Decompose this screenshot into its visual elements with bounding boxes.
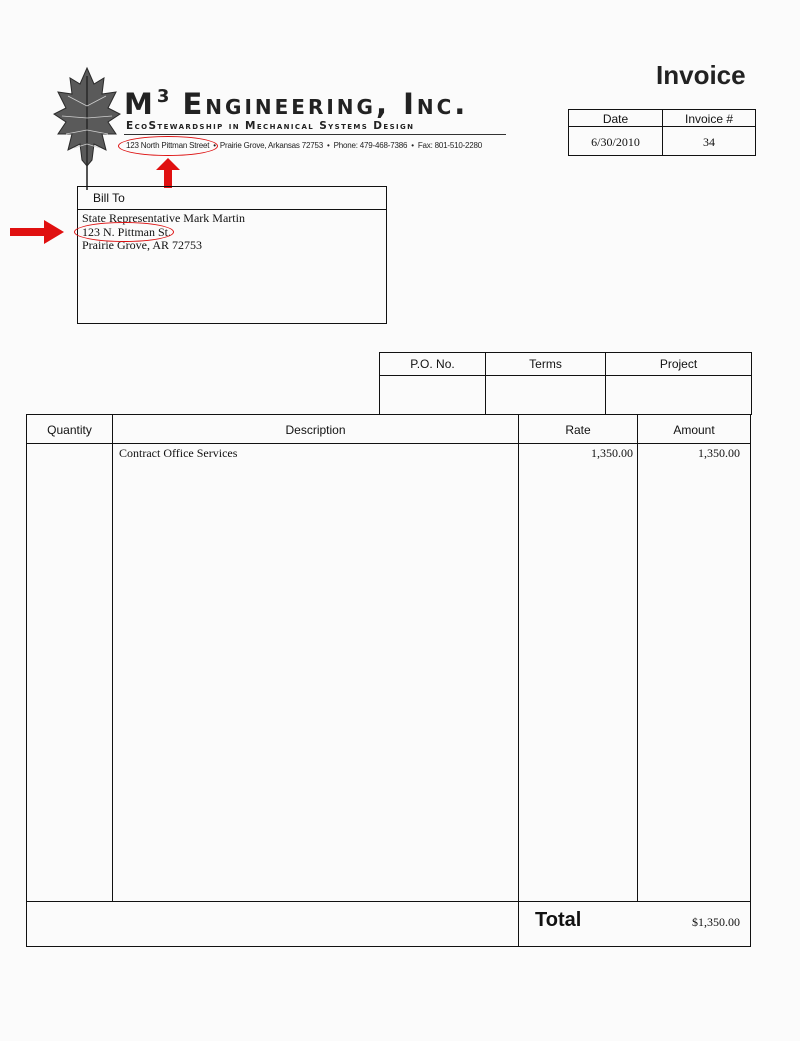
row-rate: 1,350.00	[591, 446, 633, 460]
amount-header: Amount	[673, 423, 715, 437]
total-label: Total	[535, 909, 582, 931]
row-amount: 1,350.00	[698, 446, 740, 460]
order-info-header-rule	[380, 375, 751, 376]
invoice-meta-table	[568, 109, 756, 156]
order-info-table	[379, 352, 752, 415]
company-name: $M^3$ Engineering, Inc.	[124, 86, 469, 121]
date-label: Date	[602, 112, 629, 126]
line-items-header-rule	[27, 443, 750, 444]
rate-header: Rate	[565, 423, 591, 437]
address-highlight-oval	[74, 222, 174, 242]
bill-to-header-rule	[78, 209, 386, 210]
street-highlight-oval	[118, 136, 218, 156]
company-fax: Fax: 801-510-2280	[417, 141, 483, 150]
invoice-number-label: Invoice #	[684, 112, 734, 126]
company-tagline: EcoStewardship in Mechanical Systems Design	[126, 120, 415, 132]
company-phone: Phone: 479-468-7386	[333, 141, 408, 150]
po-number-label: P.O. No.	[410, 357, 455, 371]
bill-to-box	[77, 186, 387, 324]
letterhead-rule	[124, 134, 506, 135]
leaf-logo	[52, 66, 122, 192]
company-contact-line: 123 North Pittman Street • Prairie Grove, Arkansas 72753 • Phone: 479-468-7386 • Fax: 801-510-2280	[126, 141, 483, 150]
column-divider	[637, 415, 638, 901]
bill-to-line: Prairie Grove, AR 72753	[82, 238, 202, 252]
description-header: Description	[285, 423, 346, 437]
date-value: 6/30/2010	[591, 135, 640, 149]
line-items-table	[26, 414, 751, 947]
invoice-number-value: 34	[703, 135, 715, 149]
bill-to-label: Bill To	[93, 191, 125, 205]
arrow-up-icon	[156, 158, 180, 188]
arrow-right-icon	[10, 220, 64, 244]
bill-to-line: State Representative Mark Martin	[82, 211, 245, 225]
quantity-header: Quantity	[47, 423, 92, 437]
column-divider	[518, 415, 519, 946]
line-items-footer-rule	[27, 901, 750, 902]
project-label: Project	[659, 357, 698, 371]
column-divider	[112, 415, 113, 901]
terms-label: Terms	[529, 357, 562, 371]
invoice-title: Invoice	[656, 60, 746, 90]
bill-to-line: 123 N. Pittman St.	[82, 224, 172, 239]
company-street: 123 North Pittman Street	[126, 141, 210, 150]
row-description: Contract Office Services	[119, 446, 238, 460]
company-city: Prairie Grove, Arkansas 72753	[219, 141, 324, 150]
total-value: $1,350.00	[692, 915, 740, 929]
